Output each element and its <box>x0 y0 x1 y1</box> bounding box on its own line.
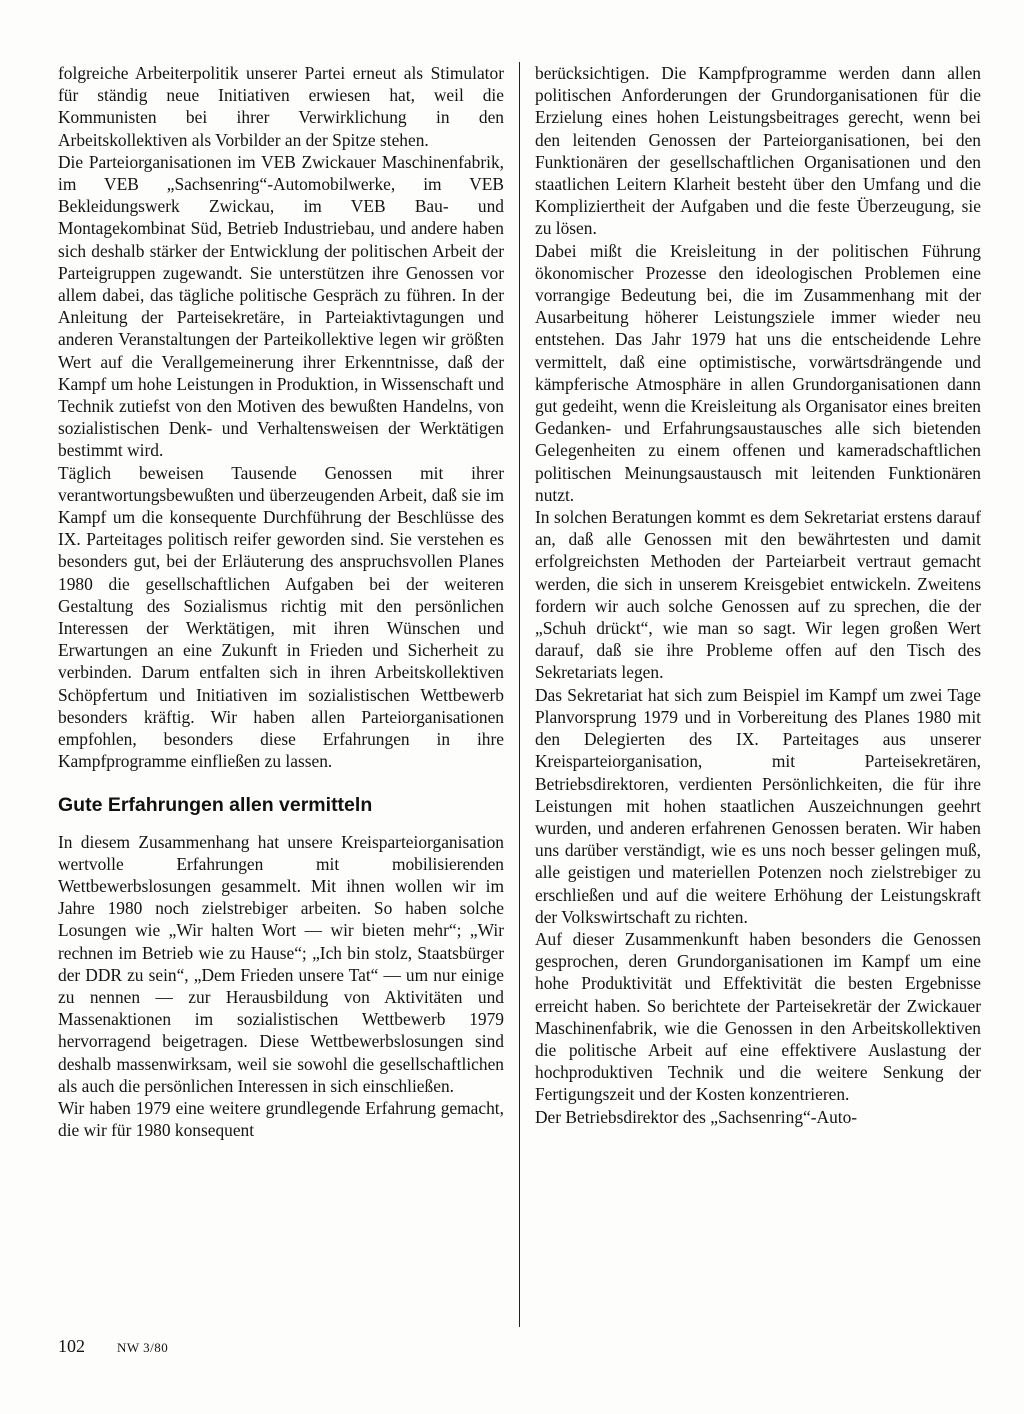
page-footer <box>58 1336 168 1357</box>
paragraph: Dabei mißt die Kreisleitung in der politischen Führung ökonomischer Prozesse den ideologischen Problemen eine vorrangige Bedeutung bei, die im Zusammenhang mit der Ausarbeitung höherer Leistungsziele immer wieder neu entstehen. Das Jahr 1979 hat uns die entscheidende Lehre vermittelt, daß eine optimistische, vorwärtsdrängende und kämpferische Atmosphäre in allen Grundorganisationen dann gut gedeiht, wenn die Kreisleitung als Organisator eines breiten Gedanken- und Erfahrungsaustausches alle sich bietenden Gelegenheiten zu einem offenen und kameradschaftlichen politischen Meinungsaustausch mit leitenden Funktionären nutzt. <box>535 240 981 505</box>
page-number: 102 <box>58 1336 85 1356</box>
paragraph: Auf dieser Zusammenkunft haben besonders die Genossen gesprochen, deren Grundorganisationen im Kampf um eine hohe Produktivität und Effektivität die besten Ergebnisse erreicht haben. So berichtete der Parteisekretär der Zwickauer Maschinenfabrik, wie die Genossen in den Arbeitskollektiven die politische Arbeit auf eine effektivere Auslastung der hochproduktiven Technik und die weitere Senkung der Fertigungszeit und der Kosten konzentrieren. <box>535 928 981 1105</box>
section-heading: Gute Erfahrungen allen vermitteln <box>58 793 373 816</box>
paragraph: Wir haben 1979 eine weitere grundlegende Erfahrung gemacht, die wir für 1980 konsequent <box>58 1097 504 1141</box>
issue-label: NW 3/80 <box>117 1340 169 1355</box>
paragraph: Die Parteiorganisationen im VEB Zwickauer Maschinenfabrik, im VEB „Sachsenring“-Automobilwerke, im VEB Bekleidungswerk Zwickau, im VEB Bau- und Montagekombinat Süd, Betrieb Industriebau, und andere haben sich deshalb stärker der Entwicklung der politischen Arbeit der Parteigruppen zugewandt. Sie unterstützen ihre Genossen vor allem dabei, das tägliche politische Gespräch zu führen. In der Anleitung der Parteisekretäre, in Parteiaktivtagungen und anderen Veranstaltungen der Parteikollektive legen wir größten Wert auf die Verallgemeinerung ihrer Erkenntnisse, daß der Kampf um hohe Leistungen in Produktion, in Wissenschaft und Technik zutiefst von den Motiven des bewußten Handelns, von sozialistischen Denk- und Verhaltensweisen der Werktätigen bestimmt wird. <box>58 151 504 461</box>
right-column <box>535 62 981 1128</box>
paragraph: Der Betriebsdirektor des „Sachsenring“-Auto- <box>535 1106 858 1127</box>
paragraph: berücksichtigen. Die Kampfprogramme werden dann allen politischen Anforderungen der Grundorganisationen für die Erzielung eines hohen Leistungsbeitrages gerecht, wenn bei den leitenden Genossen der Parteiorganisationen, bei den Funktionären der gesellschaftlichen Organisationen und den staatlichen Leitern Klarheit besteht über den Umfang und die Kompliziertheit der Aufgaben und die feste Überzeugung, sie zu lösen. <box>535 63 981 239</box>
paragraph: Das Sekretariat hat sich zum Beispiel im Kampf um zwei Tage Planvorsprung 1979 und in Vorbereitung des Planes 1980 mit den Delegierten des IX. Parteitages aus unserer Kreisparteiorganisation, mit Parteisekretären, Betriebsdirektoren, verdienten Persönlichkeiten, die für ihre Leistungen mit hohen staatlichen Auszeichnungen geehrt wurden, und anderen erfahrenen Genossen beraten. Wir haben uns darüber verständigt, wie es uns noch besser gelingen muß, alle geistigen und materiellen Potenzen noch zielstrebiger zu erschließen und auf die weitere Erhöhung der Leistungskraft der Volkswirtschaft zu richten. <box>535 684 981 927</box>
paragraph: folgreiche Arbeiterpolitik unserer Partei erneut als Stimulator für ständig neue Initiativen erwiesen hat, weil die Kommunisten bei ihrer Verwirklichung in den Arbeitskollektiven als Vorbilder an der Spitze stehen. <box>58 63 504 150</box>
column-divider <box>519 62 520 1327</box>
paragraph: In solchen Beratungen kommt es dem Sekretariat erstens darauf an, daß alle Genossen mit den bewährtesten und damit erfolgreichsten Methoden der Parteiarbeit vertraut gemacht werden, die sich in unserem Kreisgebiet entwickeln. Zweitens fordern wir auch solche Genossen auf zu sprechen, die der „Schuh drückt“, wie man so sagt. Wir legen großen Wert darauf, daß sie ihre Probleme offen auf den Tisch des Sekretariats legen. <box>535 507 981 683</box>
left-column <box>58 62 504 1141</box>
paragraph: Täglich beweisen Tausende Genossen mit ihrer verantwortungsbewußten und überzeugenden Arbeit, daß sie im Kampf um die konsequente Durchführung der Beschlüsse des IX. Parteitages politisch reifer geworden sind. Sie verstehen es besonders gut, bei der Erläuterung des anspruchsvollen Planes 1980 die gesellschaftlichen Aufgaben bei der weiteren Gestaltung des Sozialismus richtig mit den persönlichen Interessen der Werktätigen, mit ihren Wünschen und Erwartungen an eine Zukunft in Frieden und Sicherheit zu verbinden. Darum entfalten sich in ihren Arbeitskollektiven Schöpfertum und Initiativen im sozialistischen Wettbewerb besonders kräftig. Wir haben allen Parteiorganisationen empfohlen, besonders diese Erfahrungen in ihre Kampfprogramme einfließen zu lassen. <box>58 462 504 772</box>
paragraph: In diesem Zusammenhang hat unsere Kreisparteiorganisation wertvolle Erfahrungen mit mobilisierenden Wettbewerbslosungen gesammelt. Mit ihnen wollen wir im Jahre 1980 noch zielstrebiger arbeiten. So haben solche Losungen wie „Wir halten Wort — wir bieten mehr“; „Wir rechnen im Betrieb wie zu Hause“; „Ich bin stolz, Staatsbürger der DDR zu sein“, „Dem Frieden unsere Tat“ — um nur einige zu nennen — zur Herausbildung von Aktivitäten und Massenaktionen im sozialistischen Wettbewerb 1979 hervorragend beigetragen. Diese Wettbewerbslosungen sind deshalb massenwirksam, weil sie sowohl die gesellschaftlichen als auch die persönlichen Interessen in sich einschließen. <box>58 831 504 1096</box>
